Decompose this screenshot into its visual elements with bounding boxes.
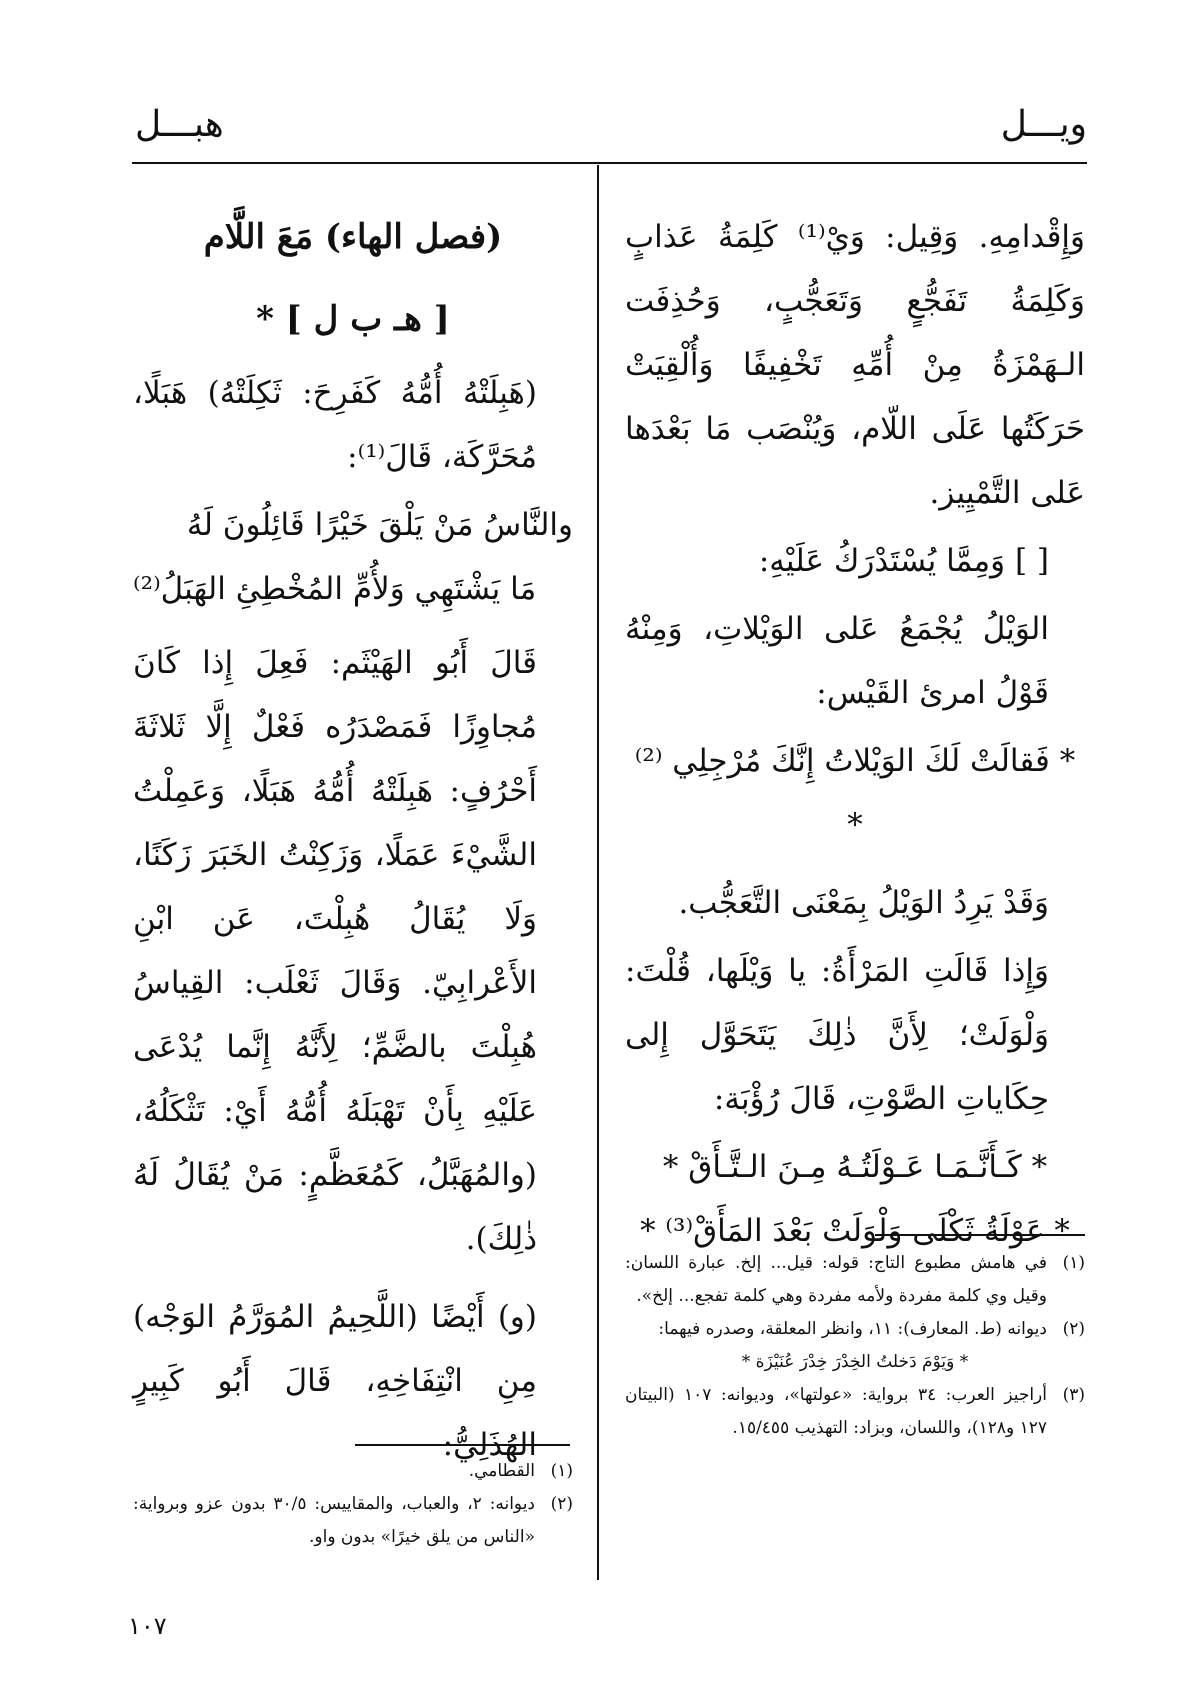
right-verse-2: * كَـأَنَّـمَـا عَـوْلَتُـهُ مِـنَ الـتَّـأَقْ * bbox=[662, 1149, 1048, 1185]
footnote-item bbox=[625, 1247, 1085, 1313]
footnote-text: أراجيز العرب: ٣٤ برواية: «عولتها»، وديوانه: ١٠٧ (البيتان ١٢٧ و١٢٨)، واللسان، وبزاد: التهذيب ١٥/٤٥٥. bbox=[625, 1385, 1047, 1438]
left-verse-1b: مَا يَشْتَهِي وَلأُمِّ المُخْطِئِ الهَبَلُ⁽²⁾ bbox=[133, 571, 537, 607]
footnote-text: القطامي. bbox=[468, 1461, 535, 1481]
footnote-item bbox=[133, 1455, 573, 1488]
right-column bbox=[625, 205, 1085, 1263]
left-paragraph-2: قَالَ أَبُو الهَيْثَم: فَعِلَ إِذا كَانَ مُجاوِزًا فَمَصْدَرُه فَعْلٌ إِلَّا ثَلاثَةَ أَحْرُفٍ: هَبِلَتْهُ أُمُّهُ هَبَلًا، وَعَمِلْتُ الشَّيْءَ عَمَلًا، وَزَكِنْتُ الخَبَرَ زَكَنًا، وَلَا يُقَالُ هُبِلْتَ، عَن ابْنِ الأَعْرابِيّ. وَقَالَ ثَعْلَب: القِياسُ هُبِلْتَ بالضَّمِّ؛ لِأَنَّهُ إِنَّما يُدْعَى عَلَيْهِ بِأَنْ تَهْبَلَهُ أُمُّهُ أَيْ: تَثْكَلُهُ، (والمُهَبَّلُ، كَمُعَظَّمٍ: مَنْ يُقَالُ لَهُ ذٰلِكَ). bbox=[133, 645, 537, 1257]
header-rule bbox=[132, 162, 1087, 164]
section-title: (فصل الهاء) مَعَ اللَّام bbox=[203, 217, 503, 257]
running-header-right: ويـــل bbox=[1000, 104, 1087, 145]
running-header-left: هبـــل bbox=[135, 104, 224, 145]
footnote-item bbox=[133, 1488, 573, 1554]
left-paragraph-3: (و) أَيْضًا (اللَّحِيمُ المُوَرَّمُ الوَجْه) مِنِ انْتِفَاخِهِ، قَالَ أَبُو كَبِيرٍ الهُذَلِيُّ: bbox=[133, 1299, 537, 1463]
left-paragraph-1: (هَبِلَتْهُ أُمُّهُ كَفَرِحَ: ثَكِلَتْهُ) هَبَلًا، مُحَرَّكَة، قَالَ⁽¹⁾: bbox=[133, 375, 537, 475]
right-verse-1: * فَقالَتْ لَكَ الوَيْلاتُ إِنَّكَ مُرْجِلِي ⁽²⁾ * bbox=[634, 743, 1076, 843]
footnote-number: (٢) bbox=[1062, 1319, 1085, 1339]
footnote-item bbox=[625, 1313, 1085, 1346]
footnote-verse: * وَيَوْمَ دَخلتُ الخِدْرَ خِدْرَ عُنَيْزَة * bbox=[741, 1352, 969, 1372]
footnote-rule-right bbox=[875, 1234, 1085, 1236]
footnotes-left bbox=[133, 1455, 573, 1554]
footnote-text: في هامش مطبوع التاج: قوله: قيل... إلخ. عبارة اللسان: وقيل وي كلمة مفردة ولأمه مفردة وهي كلمة تفجع... إلخ». bbox=[625, 1253, 1047, 1306]
footnote-number: (١) bbox=[550, 1461, 573, 1481]
left-column bbox=[133, 205, 573, 1481]
footnote-item bbox=[625, 1379, 1085, 1445]
right-paragraph-2: [ ] وَمِمَّا يُسْتَدْرَكُ عَلَيْهِ: bbox=[758, 543, 1049, 579]
footnote-number: (٣) bbox=[1062, 1385, 1085, 1405]
column-divider bbox=[597, 165, 599, 1580]
right-paragraph-4: وَقَدْ يَرِدُ الوَيْلُ بِمَعْنَى التَّعَجُّب. bbox=[678, 885, 1049, 921]
footnote-number: (١) bbox=[1062, 1253, 1085, 1273]
right-verse-3: * عَوْلَةُ ثَكْلَى وَلْوَلَتْ بَعْدَ المَأَقْ⁽³⁾ * bbox=[640, 1213, 1070, 1249]
page-number: ١٠٧ bbox=[128, 1612, 167, 1640]
footnote-text: ديوانه: ٢، والعباب، والمقاييس: ٣٠/٥ بدون عزو وبرواية: «الناس من يلق خيرًا» بدون واو. bbox=[133, 1494, 535, 1547]
right-paragraph-1: وَإِقْدامِهِ. وَقِيل: وَيْ⁽¹⁾ كَلِمَةُ عَذابٍ وَكَلِمَةُ تَفَجُّعٍ وَتَعَجُّبٍ، وَحُذِفَت الـهَمْزَةُ مِنْ أُمِّهِ تَخْفِيفًا وَأُلْقِيَتْ حَرَكَتُها عَلَى اللّام، وَيُنْصَب مَا بَعْدَها عَلى التَّمْيِيز. bbox=[625, 219, 1085, 511]
footnote-text: ديوانه (ط. المعارف): ١١، وانظر المعلقة، وصدره فيهما: bbox=[658, 1319, 1047, 1339]
footnotes-right bbox=[625, 1247, 1085, 1445]
footnote-rule-left bbox=[355, 1444, 570, 1446]
left-verse-1a: والنَّاسُ مَنْ يَلْقَ خَيْرًا قَائِلُونَ لَهُ bbox=[186, 507, 573, 543]
right-paragraph-5: وَإِذا قَالَتِ المَرْأَةُ: يا وَيْلَها، قُلْتَ: وَلْوَلَتْ؛ لِأَنَّ ذٰلِكَ يَتَحَوَّل إِلى حِكَاياتِ الصَّوْتِ، قَالَ رُؤْبَة: bbox=[625, 953, 1049, 1117]
right-paragraph-3: الوَيْلُ يُجْمَعُ عَلى الوَيْلاتِ، وَمِنْهُ قَوْلُ امرئ القَيْس: bbox=[625, 611, 1049, 711]
root-entry-title: [ هـ ب ل ] * bbox=[256, 299, 450, 339]
footnote-number: (٢) bbox=[550, 1494, 573, 1514]
